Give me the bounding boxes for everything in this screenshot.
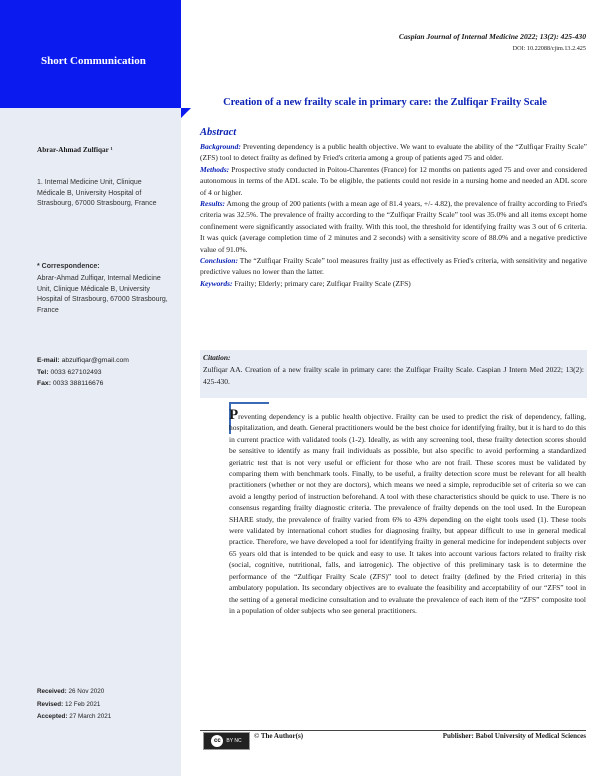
- abstract-body: [200, 141, 587, 289]
- accepted-line: [37, 711, 177, 724]
- citation-text: Zulfiqar AA. Creation of a new frailty scale in primary care: the Zulfiqar Frailty Scale. Caspian J Intern Med 2022; 13(2): 425-430.: [203, 365, 584, 386]
- received-line: [37, 686, 177, 699]
- email-line: [37, 355, 177, 367]
- banner-notch: [181, 108, 191, 118]
- correspondence-heading: * Correspondence:: [37, 263, 100, 270]
- abstract-results: Results: Among the group of 200 patients (with a mean age of 81.4 years, +/- 4.82), the prevalence of frailty according to Fried's criteria was 32.5%. The prevalence of frailty according to the “Zulfiqar Frailty Scale” tool was 35.0% and all items except home confinement were significantly associated with frailty. With this tool, the threshold for identifying frailty was 3 out of 6 criteria. It was quick (average completion time of 2 minutes and 2 seconds) with a sensitivity score of 88.0% and a negative predictive value of 91.0%.: [200, 199, 588, 254]
- cc-license-badge[interactable]: [203, 732, 250, 750]
- contact-block: [37, 355, 177, 390]
- revised-date: 12 Feb 2021: [65, 700, 101, 708]
- methods-text: Prospective study conducted in Poitou-Charentes (France) for 12 months on patients aged 75 and over and considered autonomous in terms of the ADL scale. To be eligible, the patients could not reside in a nursing home and needed an ADL score of 4 or higher.: [200, 164, 587, 197]
- author-name: Abrar-Ahmad Zulfiqar ¹: [37, 146, 113, 154]
- publisher-notice: Publisher: Babol University of Medical Sciences: [442, 732, 586, 740]
- background-label: Background: [200, 142, 239, 151]
- results-label: Results: [200, 199, 223, 209]
- conclusion-label: Conclusion: [200, 256, 236, 266]
- abstract-background: Background: Preventing dependency is a public health objective. We want to evaluate the ability of the “Zulfiqar Frailty Scale” (ZFS) tool to detect frailty as defined by Fried's criteria among a group of patients aged 75 and older.: [200, 142, 587, 163]
- footer-divider: [200, 730, 586, 731]
- cc-icon: cc: [211, 735, 223, 747]
- methods-label: Methods: [200, 164, 227, 174]
- fax-line: [37, 378, 177, 390]
- abstract-heading: Abstract: [200, 127, 237, 138]
- abstract-conclusion: Conclusion: The “Zulfiqar Frailty Scale” tool measures frailty just as effectively as Fried's criteria, with sensitivity and negative predictive values no lower than the latter.: [200, 256, 587, 277]
- abstract-keywords: Keywords: Frailty; Elderly; primary care; Zulfiqar Frailty Scale (ZFS): [200, 278, 411, 288]
- email-label: E-mail:: [37, 357, 60, 364]
- background-text: Preventing dependency is a public health objective. We want to evaluate the ability of the “Zulfiqar Frailty Scale” (ZFS) tool to detect frailty as defined by Fried's criteria among a group of patients aged 75 and older.: [200, 142, 587, 163]
- article-dates: [37, 686, 177, 724]
- section-banner: [0, 0, 181, 108]
- conclusion-text: The “Zulfiqar Frailty Scale” tool measures frailty just as effectively as Fried's criteria, with sensitivity and negative predictive values no lower than the latter.: [200, 256, 587, 277]
- accepted-date: 27 March 2021: [69, 713, 112, 721]
- received-date: 26 Nov 2020: [68, 688, 105, 695]
- article-title: Creation of a new frailty scale in primary care: the Zulfiqar Frailty Scale: [223, 97, 547, 108]
- body-corner-rule-horizontal: [229, 402, 269, 404]
- correspondence-address: Abrar-Ahmad Zulfiqar, Internal Medicine Unit, Clinique Médicale B, University Hospital of Strasbourg, 67000 Strasbourg, France: [37, 275, 168, 314]
- results-text: Among the group of 200 patients (with a mean age of 81.4 years, +/- 4.82), the prevalence of frailty according to Fried's criteria was 32.5%. The prevalence of frailty according to the “Zulfiqar Frailty Scale” tool was 35.0% and all items except home confinement were significantly associated with frailty. With this tool, the threshold for identifying frailty was 3 out of 6 criteria. It was quick (average completion time of 2 minutes and 2 seconds) with a sensitivity score of 88.0% and a negative predictive value of 91.0%.: [200, 199, 588, 254]
- author-affiliation: 1. Internal Medicine Unit, Clinique Médicale B, University Hospital of Strasbourg, 67000 Strasbourg, France: [37, 179, 157, 208]
- fax-value: 0033 388116676: [52, 380, 104, 387]
- fax-label: Fax:: [37, 380, 51, 387]
- email-link[interactable]: abzulfiqar@gmail.com: [61, 357, 129, 364]
- introduction-body: [229, 407, 586, 616]
- tel-value: 0033 627102493: [50, 368, 102, 376]
- keywords-text: Frailty; Elderly; primary care; Zulfiqar Frailty Scale (ZFS): [234, 278, 411, 288]
- copyright-notice: © The Author(s): [254, 732, 304, 740]
- revised-label: Revised:: [37, 700, 64, 708]
- section-label: Short Communication: [41, 55, 146, 67]
- drop-cap: P: [229, 407, 239, 423]
- tel-line: [37, 367, 177, 379]
- citation-box: [200, 350, 587, 398]
- introduction-text: reventing dependency is a public health objective. Frailty can be used to predict the risk of dependency, falling, hospitalization, and death. General practitioners would be the best choice for identifying frailty, but it is hard to do this in current practice with validated tools (1-2). Ideally, as with any screening tool, these frailty detection scores should be sensitive to identify as many frail individuals as possible, but also specific to avoid performing a standardized geriatric test that is not very useful or efficient for those who are not frail. These scores must be validated by comparing them with benchmark tools. Finally, to be useful, a frailty detection score must be relevant for all health practitioners (whether or not they are doctors), which means we need a simple, reproducible set of criteria so we can avoid a lengthy period of instruction beforehand. A tool with these characteristics should be quick to use. There is no consensus regarding frailty diagnostic criteria. The prevalence of frailty depends on the tool used. In the European SHARE study, the prevalence of frailty varied from 6% to 43% depending on the eight tools used (1). These tools were validated by international cohort studies for diagnosing frailty, but appear difficult to use in general medical practice. Therefore, we have developed a tool for identifying frailty in general medicine for independent subjects over 65 years old that is intended to be quick and easy to use. It takes into account various factors related to frailty risk (social, cognitive, nutritional, falls, and iatrogenic). The objective of this preliminary task is to determine the performance of the “Zulfiqar Frailty Scale (ZFS)” tool to detect frailty (defined by the Fried criteria) in this ambulatory population. Its secondary objectives are to evaluate the feasibility and acceptability of our “ZFS” tool in the setting of a general medicine consultation and to evaluate the prevalence of each item of the “ZFS” composite tool in a population of older subjects who see general practitioners.: [229, 412, 586, 615]
- tel-label: Tel:: [37, 368, 49, 376]
- doi-text[interactable]: DOI: 10.22088/cjim.13.2.425: [512, 45, 586, 52]
- abstract-methods: Methods: Prospective study conducted in Poitou-Charentes (France) for 12 months on patients aged 75 and over and considered autonomous in terms of the ADL scale. To be eligible, the patients could not reside in a nursing home and needed an ADL score of 4 or higher.: [200, 164, 587, 197]
- revised-line: [37, 699, 177, 712]
- accepted-label: Accepted:: [37, 713, 68, 721]
- journal-citation-header: Caspian Journal of Internal Medicine 2022; 13(2): 425-430: [398, 32, 586, 41]
- received-label: Received:: [37, 688, 67, 695]
- citation-heading: Citation:: [203, 353, 231, 362]
- keywords-label: Keywords: [200, 278, 230, 288]
- cc-license-terms: BY NC: [226, 738, 242, 744]
